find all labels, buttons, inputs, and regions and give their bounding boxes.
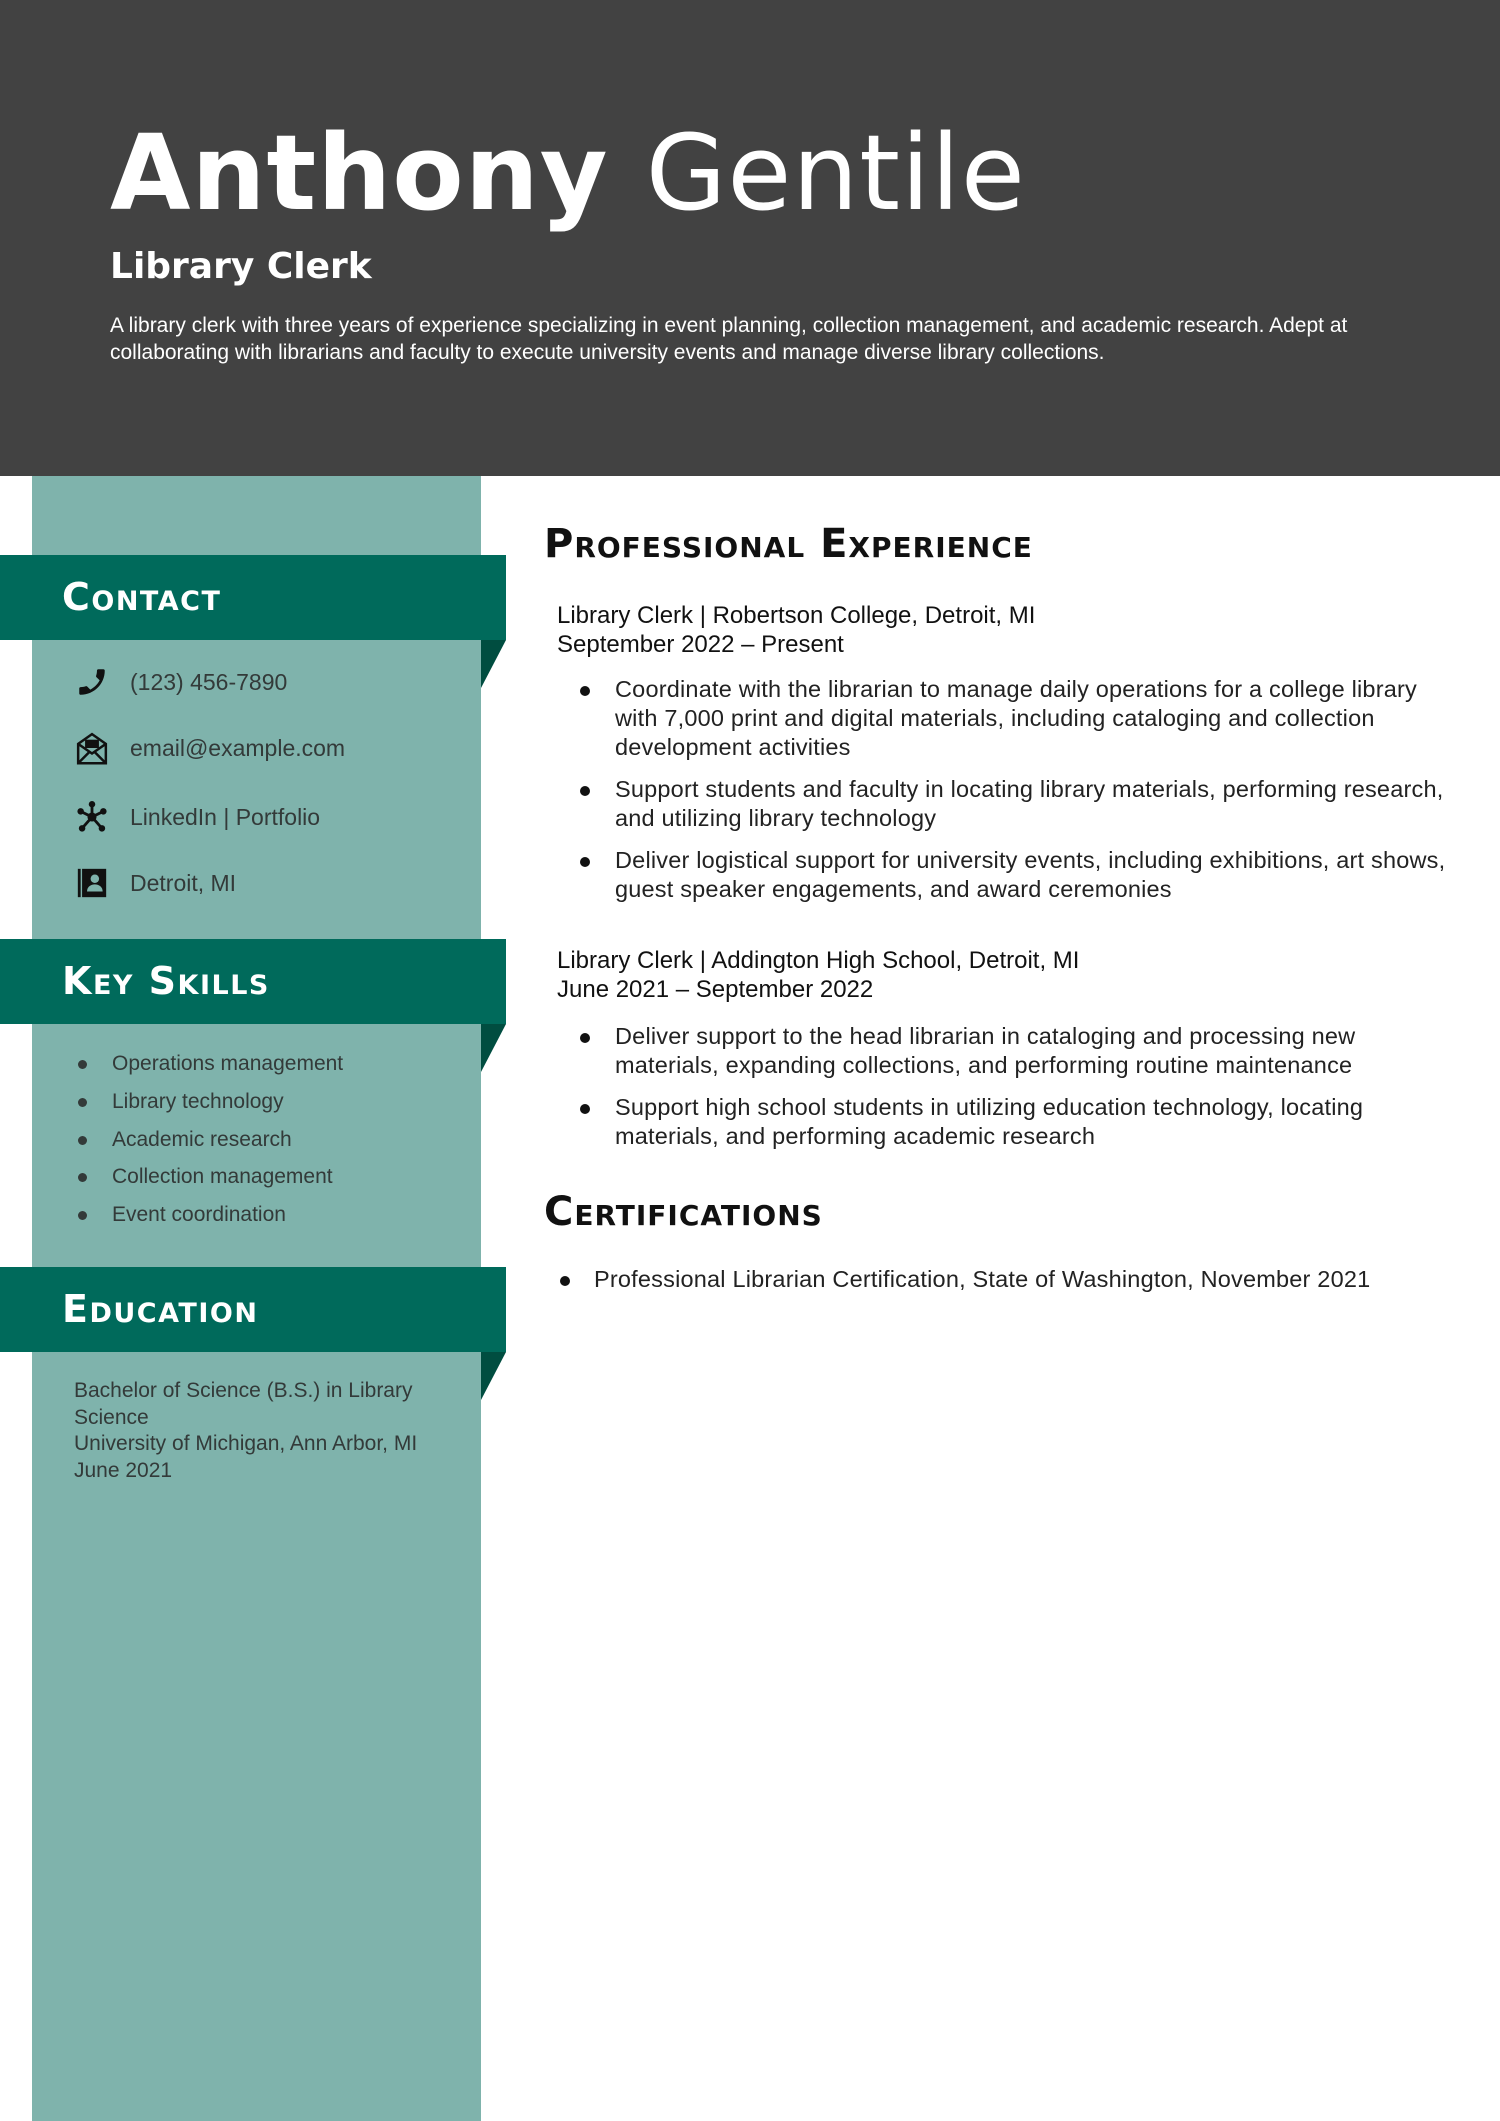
phone-icon: [74, 664, 110, 700]
job-bullets: [557, 675, 1462, 917]
skill-item: Event coordination: [76, 1196, 343, 1234]
job-bullet: Support students and faculty in locating library materials, performing research, and utilizing library technology: [557, 775, 1462, 833]
resume-header: [0, 0, 1500, 476]
skill-item: Library technology: [76, 1083, 343, 1121]
job-dates: September 2022 – Present: [557, 631, 844, 658]
skill-item: Collection management: [76, 1158, 343, 1196]
education-school: University of Michigan, Ann Arbor, MI: [74, 1432, 418, 1455]
skills-heading: Key Skills: [62, 959, 270, 1003]
education-date: June 2021: [74, 1458, 173, 1482]
job-bullets: [557, 1022, 1462, 1164]
address-book-icon: [74, 865, 110, 901]
education-block: [74, 1378, 454, 1484]
skills-band: [0, 939, 506, 1024]
network-icon: [74, 799, 110, 835]
contact-location[interactable]: [74, 863, 236, 903]
contact-email[interactable]: [74, 728, 345, 768]
skill-item: Operations management: [76, 1045, 343, 1083]
job-dates: June 2021 – September 2022: [557, 976, 874, 1003]
contact-links[interactable]: [74, 797, 320, 837]
first-name: Anthony: [110, 112, 609, 234]
location-text: Detroit, MI: [130, 869, 237, 896]
email-text: email@example.com: [130, 734, 346, 761]
education-band: [0, 1267, 506, 1352]
contact-band: [0, 555, 506, 640]
contact-phone[interactable]: [74, 662, 287, 702]
job-bullet: Coordinate with the librarian to manage daily operations for a college library with 7,000 print and digital materials, including cataloging and collection development activities: [557, 675, 1462, 762]
job-role: Library Clerk | Addington High School, Detroit, MI: [557, 947, 1080, 974]
job-bullet: Deliver logistical support for university events, including exhibitions, art shows, guest speaker engagements, and award ceremonies: [557, 846, 1462, 904]
full-name: [110, 108, 1026, 238]
education-band-fold: [481, 1352, 506, 1400]
job-header: [557, 946, 1079, 1004]
contact-band-fold: [481, 640, 506, 688]
job-role: Library Clerk | Robertson College, Detroit, MI: [557, 602, 1036, 629]
links-text: LinkedIn | Portfolio: [130, 803, 321, 830]
job-bullet: Deliver support to the head librarian in cataloging and processing new materials, expanding collections, and performing routine maintenance: [557, 1022, 1462, 1080]
contact-heading: Contact: [62, 575, 222, 619]
certification-item: Professional Librarian Certification, State of Washington, November 2021: [557, 1265, 1370, 1294]
experience-heading: Professional Experience: [544, 521, 1033, 567]
last-name: Gentile: [645, 112, 1026, 234]
summary: A library clerk with three years of experience specializing in event planning, collection management, and academic research. Adept at collaborating with librarians and faculty to execute university events and manage diverse library collections.: [110, 314, 1348, 364]
skill-item: Academic research: [76, 1121, 343, 1159]
envelope-icon: [74, 730, 110, 766]
job-title: Library Clerk: [110, 246, 372, 287]
job-bullet: Support high school students in utilizing education technology, locating materials, and performing academic research: [557, 1093, 1462, 1151]
education-degree: Bachelor of Science (B.S.) in Library Science: [74, 1379, 413, 1429]
education-heading: Education: [62, 1287, 259, 1331]
certifications-heading: Certifications: [544, 1189, 823, 1235]
skills-list: [76, 1045, 343, 1234]
certifications-list: [557, 1265, 1370, 1294]
job-header: [557, 601, 1035, 659]
skills-band-fold: [481, 1024, 506, 1072]
phone-text: (123) 456-7890: [130, 668, 288, 695]
